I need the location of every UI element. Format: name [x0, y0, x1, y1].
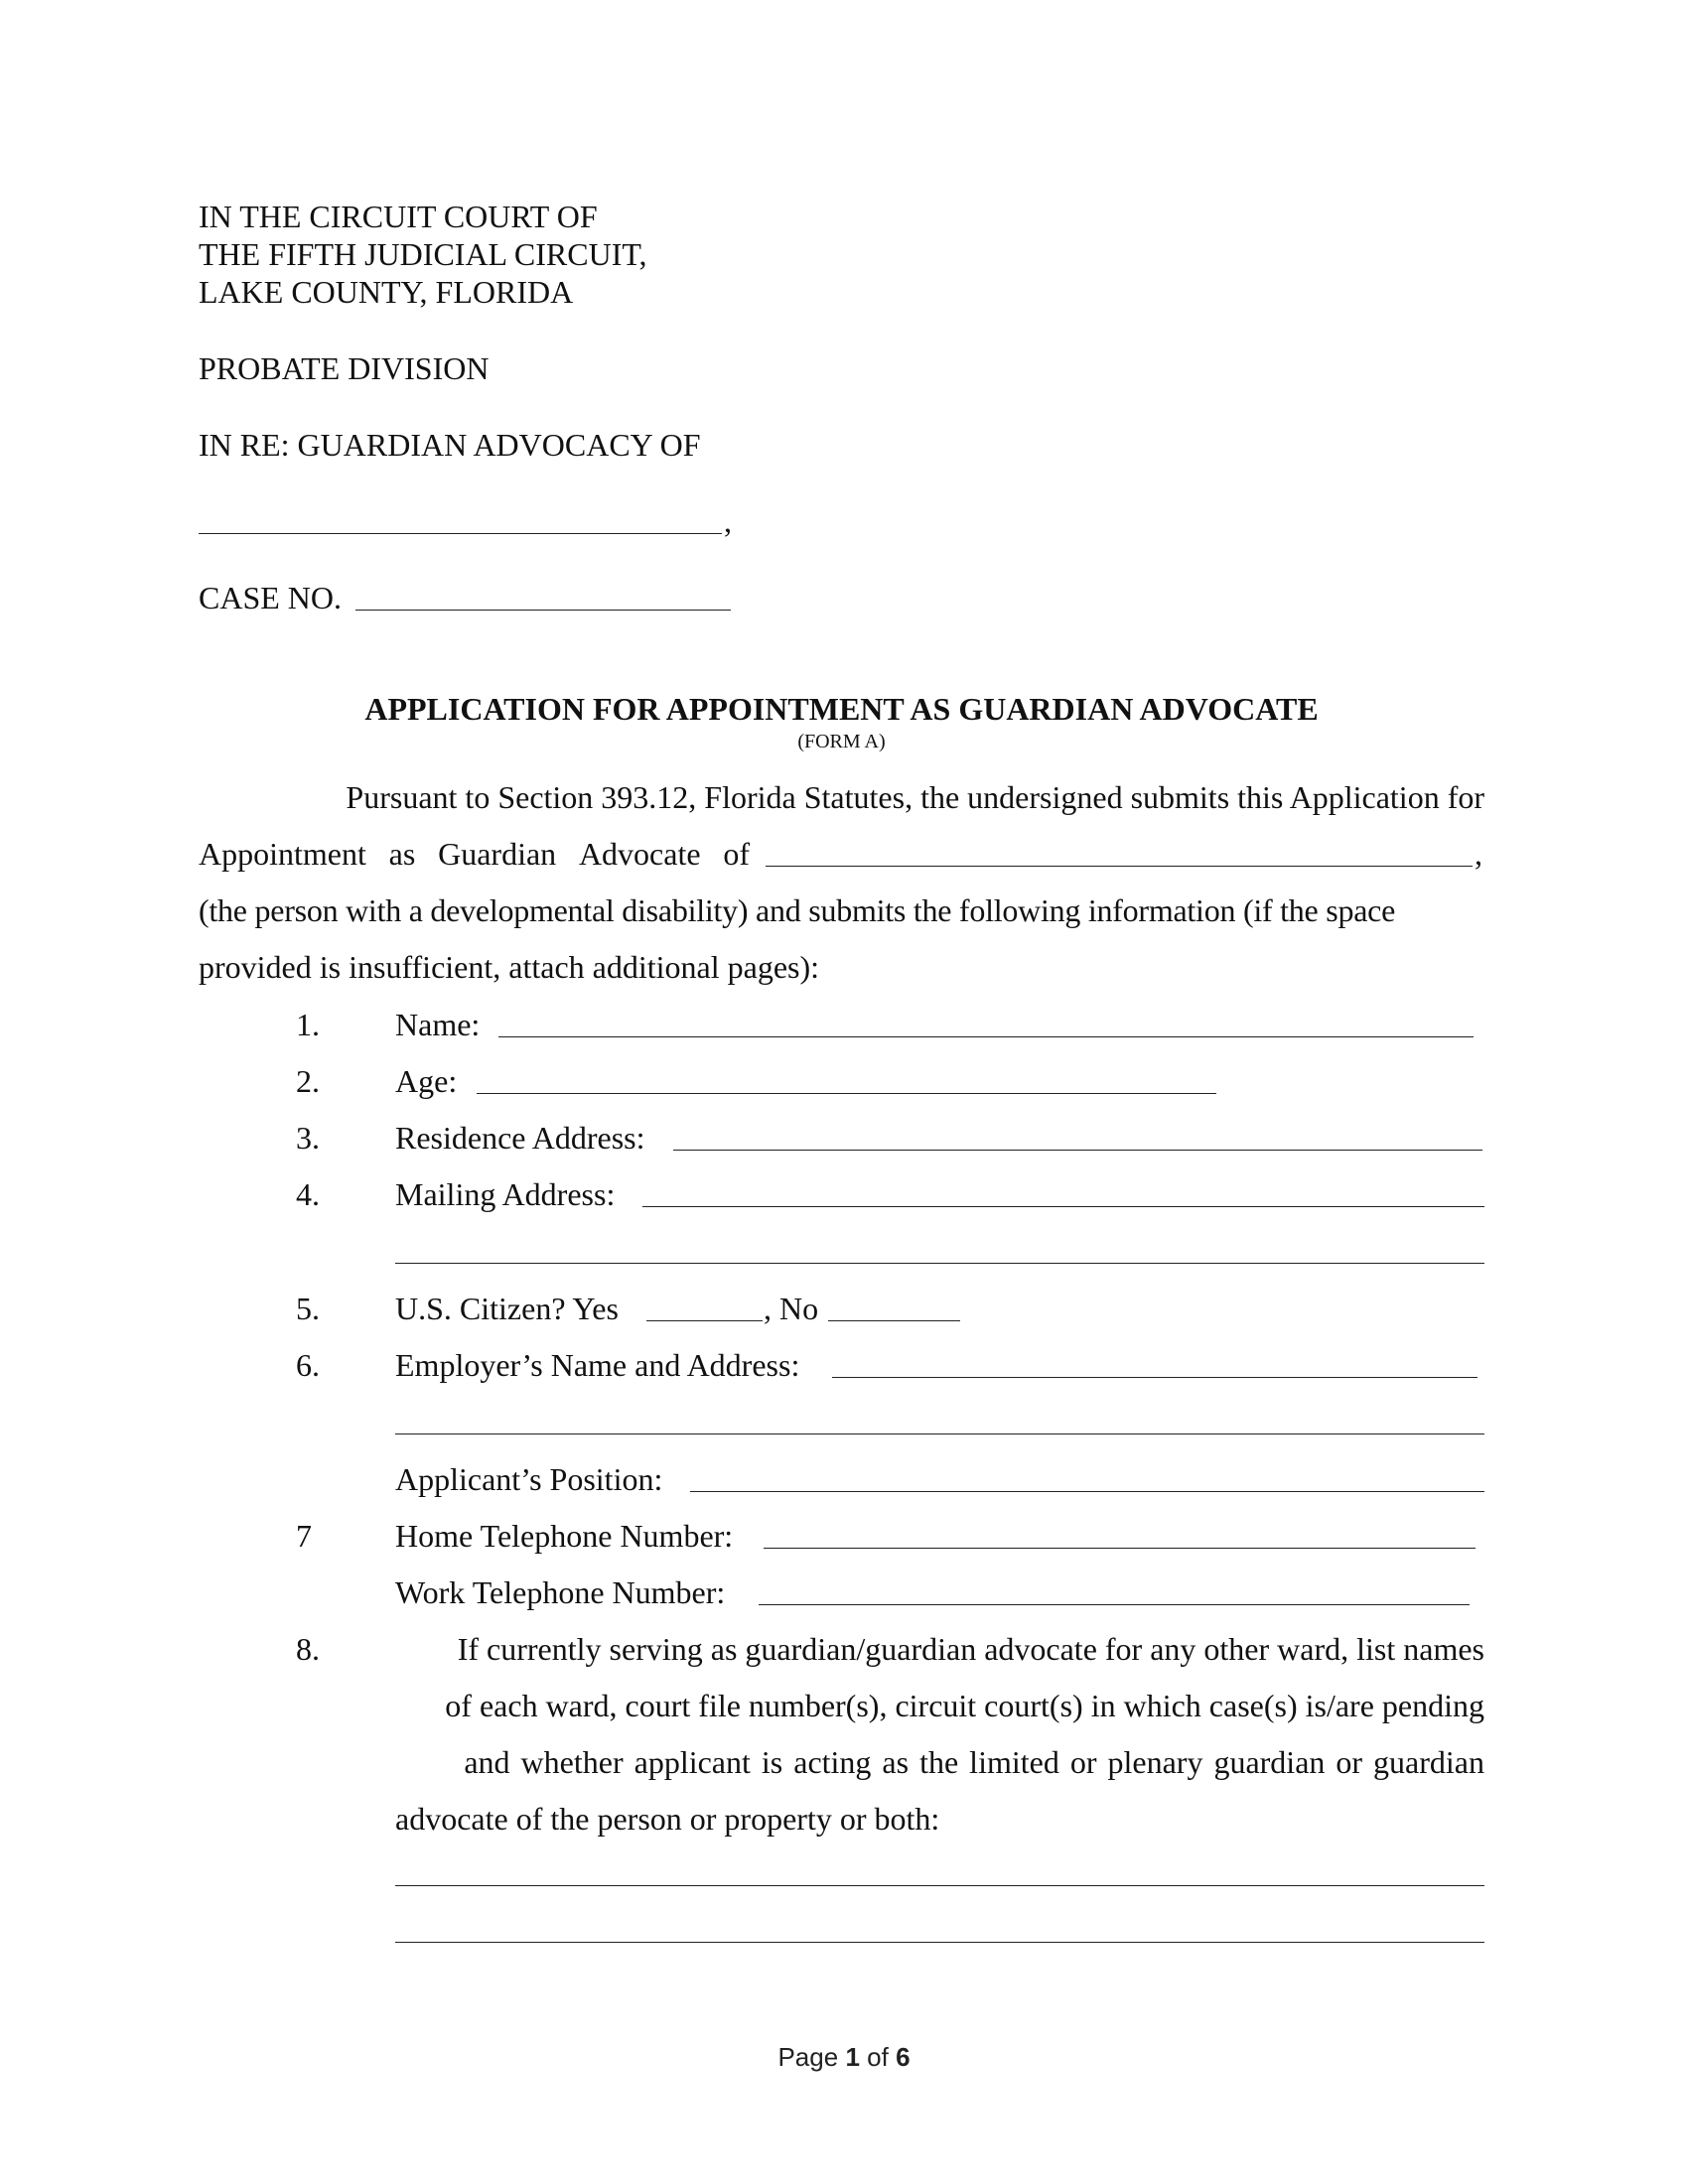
case-number-blank[interactable]	[355, 610, 731, 611]
applicant-position-blank[interactable]	[690, 1491, 1484, 1492]
item-number-4: 4.	[296, 1176, 320, 1212]
intro-word: Advocate	[578, 836, 701, 872]
mailing-address-label: Mailing Address:	[395, 1176, 616, 1212]
case-number-label: CASE NO.	[199, 580, 343, 615]
age-label: Age:	[395, 1063, 458, 1099]
employer-blank-line-2[interactable]	[395, 1433, 1484, 1434]
mailing-address-blank[interactable]	[642, 1206, 1484, 1207]
form-title: APPLICATION FOR APPOINTMENT AS GUARDIAN ADVOCATE	[364, 691, 1319, 727]
applicant-position-label: Applicant’s Position:	[395, 1461, 663, 1497]
page-footer	[0, 2041, 1688, 2073]
work-telephone-blank[interactable]	[759, 1604, 1470, 1605]
page-word: Page	[777, 2042, 839, 2072]
employer-label: Employer’s Name and Address:	[395, 1347, 800, 1383]
in-re-label: IN RE: GUARDIAN ADVOCACY OF	[199, 427, 701, 463]
residence-address-blank[interactable]	[673, 1150, 1482, 1151]
age-blank[interactable]	[477, 1093, 1216, 1094]
court-name-line-2: THE FIFTH JUDICIAL CIRCUIT,	[199, 236, 647, 272]
name-blank[interactable]	[498, 1036, 1474, 1037]
intro-word: Guardian	[438, 836, 557, 872]
mailing-address-blank-line-2[interactable]	[395, 1263, 1484, 1264]
division-label: PROBATE DIVISION	[199, 350, 490, 386]
item-number-8: 8.	[296, 1631, 320, 1667]
home-telephone-label: Home Telephone Number:	[395, 1518, 734, 1554]
item-number-7: 7	[296, 1518, 312, 1554]
form-subtitle: (FORM A)	[797, 731, 886, 752]
serving-line-2: of each ward, court file number(s), circuit court(s) in which case(s) is/are pending	[445, 1688, 1484, 1723]
intro-word: of	[723, 836, 750, 872]
citizen-yes-blank[interactable]	[646, 1320, 763, 1321]
current-page-number: 1	[845, 2042, 860, 2072]
court-name-line-3: LAKE COUNTY, FLORIDA	[199, 274, 574, 310]
person-name-blank[interactable]	[766, 866, 1473, 867]
intro-word: as	[388, 836, 416, 872]
serving-line-3: and whether applicant is acting as the limited or plenary guardian or guardian	[464, 1744, 1484, 1780]
other-wards-blank-line-1[interactable]	[395, 1885, 1484, 1886]
residence-address-label: Residence Address:	[395, 1120, 645, 1156]
of-word: of	[867, 2042, 889, 2072]
total-page-count: 6	[896, 2042, 911, 2072]
citizen-no-label: , No	[764, 1291, 819, 1326]
home-telephone-blank[interactable]	[764, 1548, 1476, 1549]
ward-name-comma: ,	[724, 503, 732, 539]
name-label: Name:	[395, 1007, 481, 1042]
serving-line-1: If currently serving as guardian/guardian advocate for any other ward, list names	[457, 1631, 1484, 1667]
item-number-5: 5.	[296, 1291, 320, 1326]
intro-line-4: provided is insufficient, attach additional pages):	[199, 949, 820, 985]
work-telephone-label: Work Telephone Number:	[395, 1574, 726, 1610]
ward-name-blank[interactable]	[199, 533, 722, 534]
citizen-label: U.S. Citizen? Yes	[395, 1291, 619, 1326]
intro-line-1: Pursuant to Section 393.12, Florida Statutes, the undersigned submits this Application for	[346, 779, 1484, 815]
court-name-line-1: IN THE CIRCUIT COURT OF	[199, 199, 598, 234]
other-wards-blank-line-2[interactable]	[395, 1942, 1484, 1943]
serving-line-4: advocate of the person or property or both:	[395, 1801, 940, 1837]
intro-word: Appointment	[199, 836, 366, 872]
item-number-6: 6.	[296, 1347, 320, 1383]
item-number-1: 1.	[296, 1007, 320, 1042]
item-number-2: 2.	[296, 1063, 320, 1099]
intro-line-3: (the person with a developmental disability) and submits the following information (if the space	[199, 892, 1396, 928]
citizen-no-blank[interactable]	[828, 1320, 960, 1321]
item-number-3: 3.	[296, 1120, 320, 1156]
person-name-comma: ,	[1475, 836, 1482, 872]
employer-blank[interactable]	[832, 1377, 1477, 1378]
intro-line-2	[199, 834, 750, 874]
